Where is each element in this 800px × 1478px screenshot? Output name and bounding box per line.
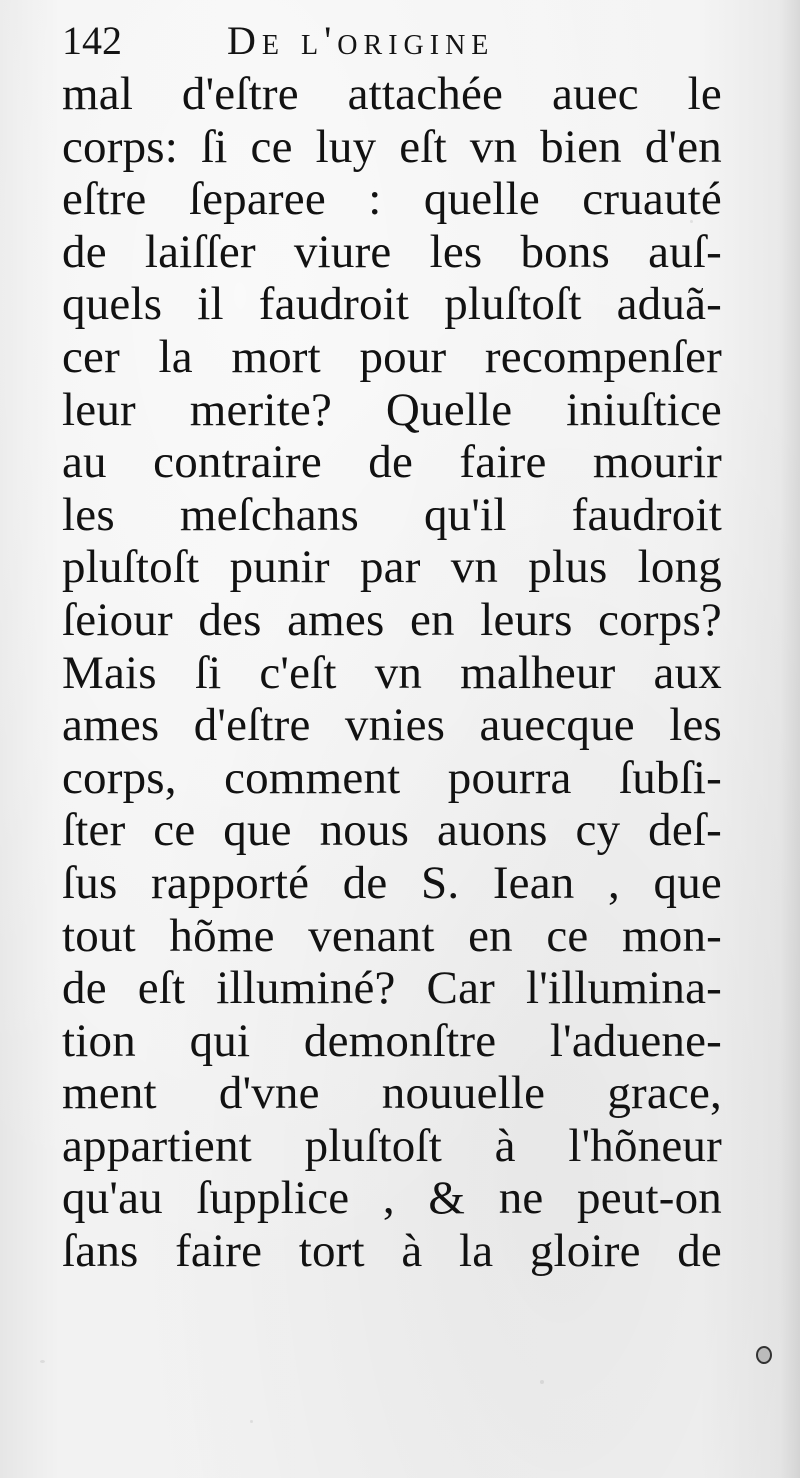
text-line: qu'au ſupplice , & ne peut-on	[62, 1172, 722, 1225]
text-line: de eſt illuminé? Car l'illumina-	[62, 962, 722, 1015]
paper-blemish	[756, 1346, 772, 1364]
text-line: eſtre ſeparee : quelle cruauté	[62, 173, 722, 226]
text-line: corps, comment pourra ſubſi-	[62, 751, 722, 804]
text-line: Mais ſi c'eſt vn malheur aux	[62, 646, 722, 699]
text-line: cer la mort pour recompenſer	[62, 330, 722, 383]
text-line: appartient pluſtoſt à l'hõneur	[62, 1119, 722, 1172]
text-line: ſter ce que nous auons cy deſ-	[62, 804, 722, 857]
body-text	[62, 68, 722, 1278]
text-line: ſans faire tort à la gloire de	[62, 1225, 722, 1278]
text-line: quels il faudroit pluſtoſt aduã-	[62, 278, 722, 331]
text-line: au contraire de faire mourir	[62, 436, 722, 489]
text-line: tout hõme venant en ce mon-	[62, 909, 722, 962]
running-head: De l'origine	[227, 18, 495, 63]
text-line: ſeiour des ames en leurs corps?	[62, 593, 722, 646]
text-line: mal d'eſtre attachée auec le	[62, 68, 722, 120]
text-line: pluſtoſt punir par vn plus long	[62, 541, 722, 594]
text-line: ment d'vne nouuelle grace,	[62, 1067, 722, 1120]
text-line: tion qui demonſtre l'aduene-	[62, 1014, 722, 1067]
text-line: ames d'eſtre vnies auecque les	[62, 699, 722, 752]
page-number: 142	[62, 18, 122, 63]
text-line: leur merite? Quelle iniuſtice	[62, 383, 722, 436]
page-header	[62, 16, 722, 66]
text-line: ſus rapporté de S. Iean , que	[62, 856, 722, 909]
text-line: les meſchans qu'il faudroit	[62, 488, 722, 541]
text-line: corps: ſi ce luy eſt vn bien d'en	[62, 120, 722, 173]
text-line: de laiſſer viure les bons auſ-	[62, 225, 722, 278]
